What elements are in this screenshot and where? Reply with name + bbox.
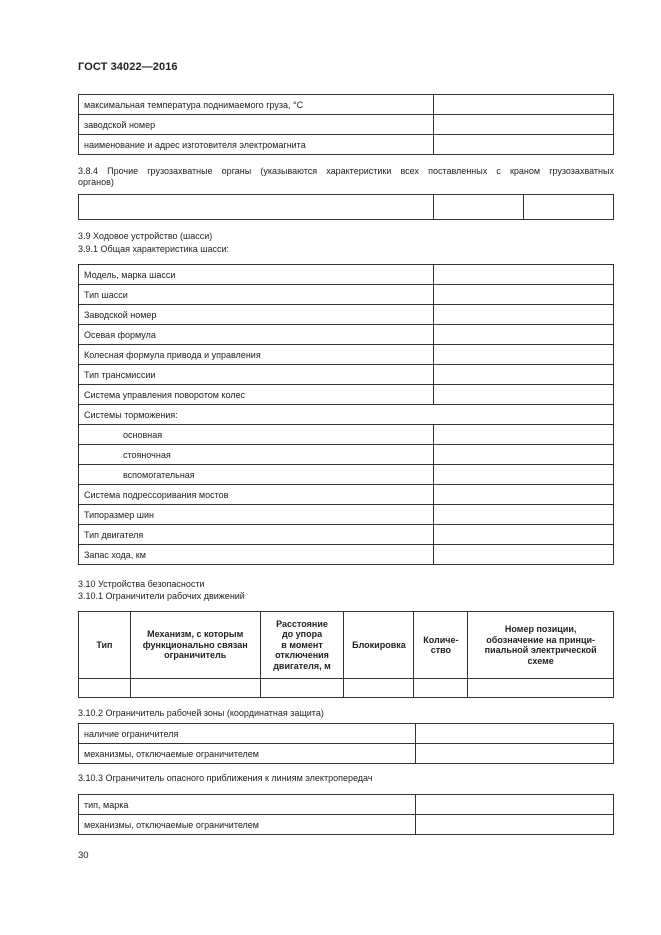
value-cell <box>434 345 614 365</box>
limiters-table <box>78 611 614 698</box>
table-row <box>79 115 614 135</box>
table-row <box>79 425 614 445</box>
table-row <box>79 795 614 815</box>
paragraph-3-10: 3.10 Устройства безопасности <box>78 579 205 589</box>
paragraph-3-8-4 <box>78 166 614 188</box>
table-row <box>79 325 614 345</box>
table-row <box>79 744 614 764</box>
value-cell <box>416 795 614 815</box>
value-cell <box>434 385 614 405</box>
row-label: Колесная формула привода и управления <box>79 345 434 365</box>
table-row <box>79 485 614 505</box>
empty-cell <box>130 679 260 698</box>
table-row <box>79 285 614 305</box>
row-label: Система управления поворотом колес <box>79 385 434 405</box>
row-label: основная <box>79 425 434 445</box>
table-row <box>79 545 614 565</box>
paragraph-line: органов) <box>78 177 114 187</box>
paragraph-line: 3.8.4 Прочие грузозахватные органы (указываются характеристики всех поставленных с краном грузозахватных <box>78 166 614 176</box>
zone-limiter-table <box>78 723 614 764</box>
empty-cell <box>468 679 614 698</box>
row-label: Запас хода, км <box>79 545 434 565</box>
paragraph-3-10-1: 3.10.1 Ограничители рабочих движений <box>78 591 245 601</box>
table-header-row <box>79 612 614 679</box>
paragraph-3-10-2: 3.10.2 Ограничитель рабочей зоны (координатная защита) <box>78 708 324 718</box>
value-cell <box>434 95 614 115</box>
row-label: Тип шасси <box>79 285 434 305</box>
table-row <box>79 265 614 285</box>
table-row <box>79 345 614 365</box>
row-label: заводской номер <box>79 115 434 135</box>
empty-cell <box>524 195 614 220</box>
row-label: Система подрессоривания мостов <box>79 485 434 505</box>
table-row <box>79 815 614 835</box>
section-label: Системы торможения: <box>79 405 614 425</box>
row-label: Осевая формула <box>79 325 434 345</box>
table-row <box>79 724 614 744</box>
col-header-mechanism: Механизм, с которым функционально связан ограничитель <box>130 612 260 679</box>
col-header-quantity: Количе- ство <box>414 612 468 679</box>
value-cell <box>434 115 614 135</box>
table-row <box>79 679 614 698</box>
document-header: ГОСТ 34022—2016 <box>78 61 178 73</box>
value-cell <box>434 325 614 345</box>
value-cell <box>434 445 614 465</box>
value-cell <box>434 365 614 385</box>
row-label: Заводской номер <box>79 305 434 325</box>
paragraph-3-9: 3.9 Ходовое устройство (шасси) <box>78 231 213 241</box>
row-label: тип, марка <box>79 795 416 815</box>
other-gripping-devices-table <box>78 194 614 220</box>
table-row <box>79 95 614 115</box>
empty-cell <box>414 679 468 698</box>
table-row <box>79 405 614 425</box>
table-row <box>79 445 614 465</box>
value-cell <box>434 285 614 305</box>
page-number: 30 <box>78 850 89 861</box>
table-row <box>79 465 614 485</box>
power-line-limiter-table <box>78 794 614 835</box>
paragraph-3-9-1: 3.9.1 Общая характеристика шасси: <box>78 244 230 254</box>
empty-cell <box>79 195 434 220</box>
empty-cell <box>344 679 414 698</box>
value-cell <box>434 135 614 155</box>
row-label: вспомогательная <box>79 465 434 485</box>
table-row <box>79 365 614 385</box>
value-cell <box>416 744 614 764</box>
value-cell <box>434 525 614 545</box>
col-header-position: Номер позиции, обозначение на принци- пиальной электрической схеме <box>468 612 614 679</box>
value-cell <box>434 265 614 285</box>
row-label: Тип трансмиссии <box>79 365 434 385</box>
chassis-table <box>78 264 614 565</box>
table-row <box>79 135 614 155</box>
empty-cell <box>79 679 131 698</box>
value-cell <box>434 305 614 325</box>
table-row <box>79 305 614 325</box>
table-row <box>79 505 614 525</box>
electromagnet-table <box>78 94 614 155</box>
empty-cell <box>260 679 344 698</box>
value-cell <box>434 485 614 505</box>
row-label: Типоразмер шин <box>79 505 434 525</box>
col-header-type: Тип <box>79 612 131 679</box>
table-row <box>79 525 614 545</box>
col-header-blocking: Блокировка <box>344 612 414 679</box>
value-cell <box>434 545 614 565</box>
value-cell <box>434 505 614 525</box>
row-label: механизмы, отключаемые ограничителем <box>79 744 416 764</box>
value-cell <box>434 465 614 485</box>
row-label: наименование и адрес изготовителя электромагнита <box>79 135 434 155</box>
row-label: максимальная температура поднимаемого груза, °C <box>79 95 434 115</box>
row-label: Модель, марка шасси <box>79 265 434 285</box>
value-cell <box>416 724 614 744</box>
table-row <box>79 385 614 405</box>
paragraph-3-10-3: 3.10.3 Ограничитель опасного приближения к линиям электропередач <box>78 773 373 783</box>
value-cell <box>434 425 614 445</box>
row-label: наличие ограничителя <box>79 724 416 744</box>
row-label: стояночная <box>79 445 434 465</box>
value-cell <box>416 815 614 835</box>
row-label: Тип двигателя <box>79 525 434 545</box>
empty-cell <box>434 195 524 220</box>
col-header-distance: Расстояние до упора в момент отключения двигателя, м <box>260 612 344 679</box>
table-row <box>79 195 614 220</box>
row-label: механизмы, отключаемые ограничителем <box>79 815 416 835</box>
